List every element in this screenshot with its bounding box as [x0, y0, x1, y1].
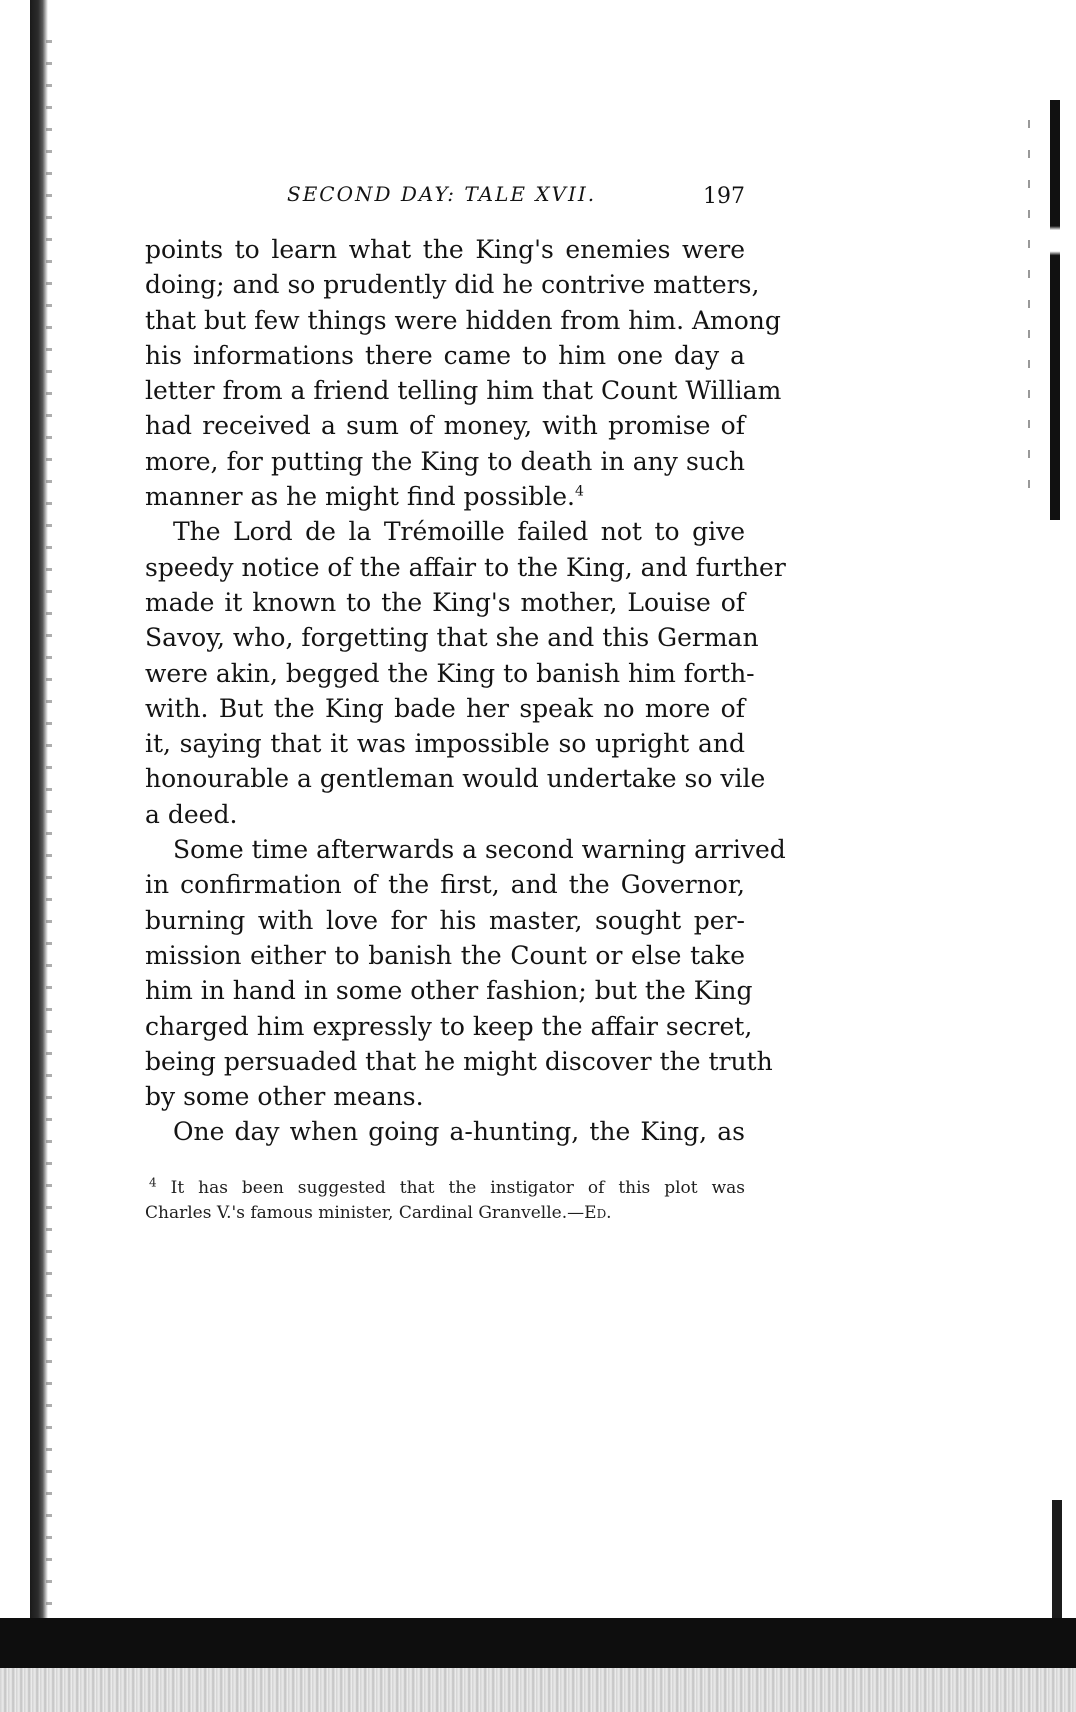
footnote-text: Charles V.'s famous minister, Cardinal Granvelle.— — [145, 1203, 585, 1223]
text-line: by some other means. — [145, 1082, 424, 1112]
text-line: One day when going a-hunting, the King, as — [173, 1117, 745, 1147]
text-line: with. But the King bade her speak no more of — [145, 693, 745, 723]
text-line: it, saying that it was impossible so upright and — [145, 729, 745, 759]
running-title: SECOND DAY: TALE XVII. — [287, 182, 597, 206]
scan-right-edge — [1050, 100, 1060, 520]
text-line: mission either to banish the Count or else take — [145, 940, 745, 970]
footnote-mark: 4 — [149, 1175, 157, 1190]
text-line: letter from a friend telling him that Count William — [145, 376, 782, 406]
text-line: more, for putting the King to death in any such — [145, 446, 745, 476]
text-line: points to learn what the King's enemies were — [145, 235, 745, 264]
text-line: burning with love for his master, sought per- — [145, 905, 745, 935]
text-line: that but few things were hidden from him. Among — [145, 305, 781, 335]
text-line: honourable a gentleman would undertake so vile — [145, 764, 766, 794]
scan-bottom-noise — [0, 1668, 1076, 1712]
scan-bottom-shadow — [0, 1618, 1076, 1668]
text-line: him in hand in some other fashion; but the King — [145, 976, 753, 1006]
text-line — [145, 479, 745, 514]
editor-mark: Ed. — [584, 1203, 612, 1223]
body-text — [145, 232, 786, 1150]
text-line: a deed. — [145, 799, 238, 829]
page-header — [145, 178, 745, 218]
footnote — [145, 1176, 745, 1226]
scan-edge-noise — [46, 40, 52, 1620]
text-line: his informations there came to him one day a — [145, 340, 745, 370]
footnote-line — [145, 1201, 745, 1226]
text-line: The Lord de la Trémoille failed not to give — [173, 517, 745, 547]
text-line: doing; and so prudently did he contrive matters, — [145, 270, 760, 300]
footnote-line — [145, 1176, 745, 1201]
text-line-content: manner as he might find possible. — [145, 482, 576, 512]
text-line: made it known to the King's mother, Louise of — [145, 587, 745, 617]
text-line: charged him expressly to keep the affair secret, — [145, 1011, 753, 1041]
text-line: were akin, begged the King to banish him forth- — [145, 658, 755, 688]
text-line: Some time afterwards a second warning arrived — [173, 835, 786, 865]
text-line: had received a sum of money, with promise of — [145, 411, 745, 441]
page-number: 197 — [703, 184, 745, 209]
footnote-reference: 4 — [575, 483, 584, 500]
footnote-text: It has been suggested that the instigator of this plot was — [170, 1178, 745, 1198]
text-line: Savoy, who, forgetting that she and this German — [145, 623, 759, 653]
text-line: speedy notice of the affair to the King, and further — [145, 552, 786, 582]
scan-bleed-through — [1028, 120, 1030, 500]
text-line: being persuaded that he might discover the truth — [145, 1046, 773, 1076]
text-line: in confirmation of the first, and the Governor, — [145, 870, 745, 900]
